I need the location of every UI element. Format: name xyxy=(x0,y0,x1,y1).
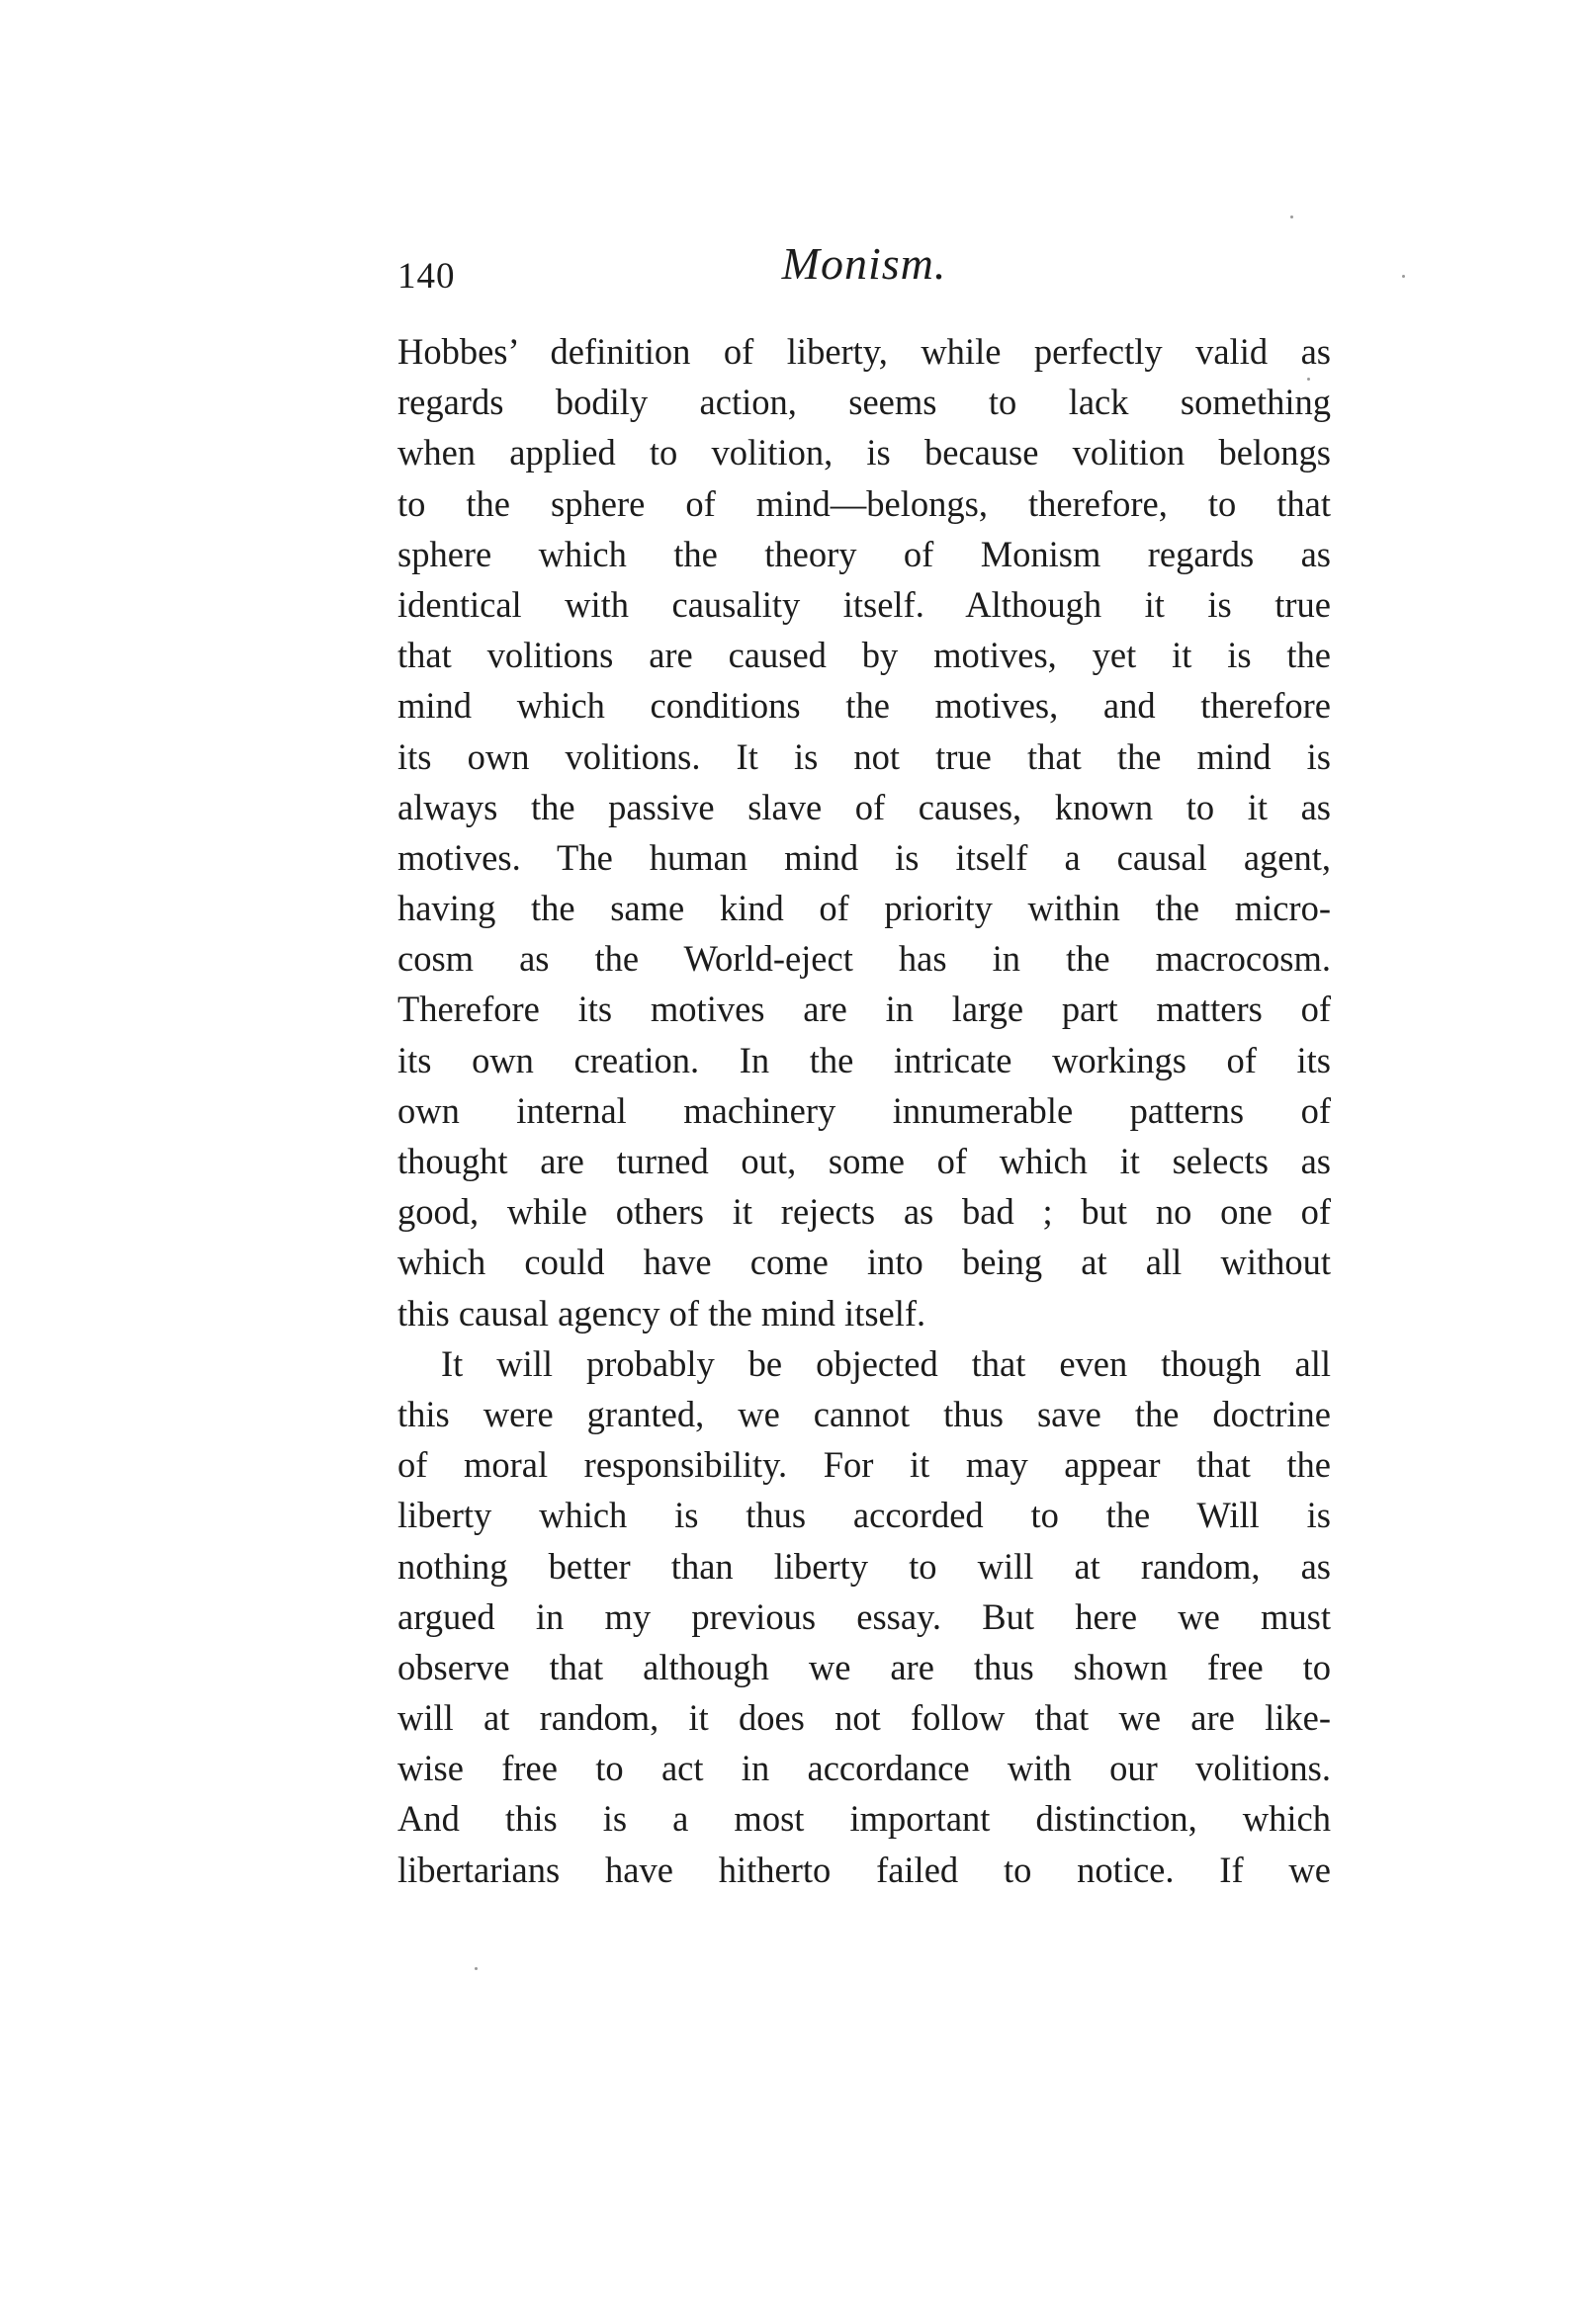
text-line: nothing better than liberty to will at random, as xyxy=(397,1545,1331,1587)
text-line: which could have come into being at all without xyxy=(397,1242,1331,1283)
text-line: Hobbes’ definition of liberty, while perfectly valid as xyxy=(397,331,1331,372)
text-line: good, while others it rejects as bad ; but no one of xyxy=(397,1191,1331,1233)
text-line: cosm as the World-eject has in the macrocosm. xyxy=(397,938,1331,980)
print-speck xyxy=(475,1967,478,1970)
text-line: sphere which the theory of Monism regards as xyxy=(397,533,1331,574)
text-line: its own creation. In the intricate workings of its xyxy=(397,1039,1331,1080)
text-line: thought are turned out, some of which it selects as xyxy=(397,1141,1331,1181)
running-title: Monism. xyxy=(781,238,947,289)
text-line: observe that although we are thus shown free to xyxy=(397,1646,1331,1687)
running-head xyxy=(397,237,1331,306)
paragraph-1 xyxy=(397,326,1331,1338)
text-line: having the same kind of priority within the micro- xyxy=(397,888,1331,929)
text-line: mind which conditions the motives, and therefore xyxy=(397,685,1331,727)
page-number: 140 xyxy=(397,256,456,297)
text-line: Therefore its motives are in large part matters of xyxy=(397,989,1331,1030)
text-line: It will probably be objected that even though all xyxy=(441,1342,1331,1384)
text-line: when applied to volition, is because volition belongs xyxy=(397,432,1331,473)
text-line: And this is a most important distinction, which xyxy=(397,1798,1331,1840)
text-line: of moral responsibility. For it may appear that the xyxy=(397,1444,1331,1486)
print-speck xyxy=(1290,215,1293,218)
text-line: regards bodily action, seems to lack something xyxy=(397,382,1331,423)
paragraph-2 xyxy=(397,1338,1331,1895)
body-text xyxy=(397,326,1331,1895)
text-line: to the sphere of mind—belongs, therefore, to that xyxy=(397,482,1331,524)
text-line: own internal machinery innumerable patterns of xyxy=(397,1089,1331,1131)
text-line: this causal agency of the mind itself. xyxy=(397,1292,926,1334)
text-line: liberty which is thus accorded to the Will is xyxy=(397,1495,1331,1536)
print-speck xyxy=(1307,378,1310,381)
text-line: identical with causality itself. Although it is true xyxy=(397,583,1331,625)
text-line: its own volitions. It is not true that the mind is xyxy=(397,735,1331,777)
text-line: will at random, it does not follow that we are like- xyxy=(397,1697,1331,1739)
text-line: motives. The human mind is itself a causal agent, xyxy=(397,836,1331,878)
text-line: wise free to act in accordance with our volitions. xyxy=(397,1748,1331,1789)
text-line: that volitions are caused by motives, yet it is the xyxy=(397,635,1331,676)
text-line: argued in my previous essay. But here we must xyxy=(397,1595,1331,1637)
text-line: this were granted, we cannot thus save the doctrine xyxy=(397,1393,1331,1434)
print-speck xyxy=(1402,275,1405,278)
text-line: always the passive slave of causes, known to it as xyxy=(397,786,1331,827)
text-line: libertarians have hitherto failed to notice. If we xyxy=(397,1849,1331,1890)
